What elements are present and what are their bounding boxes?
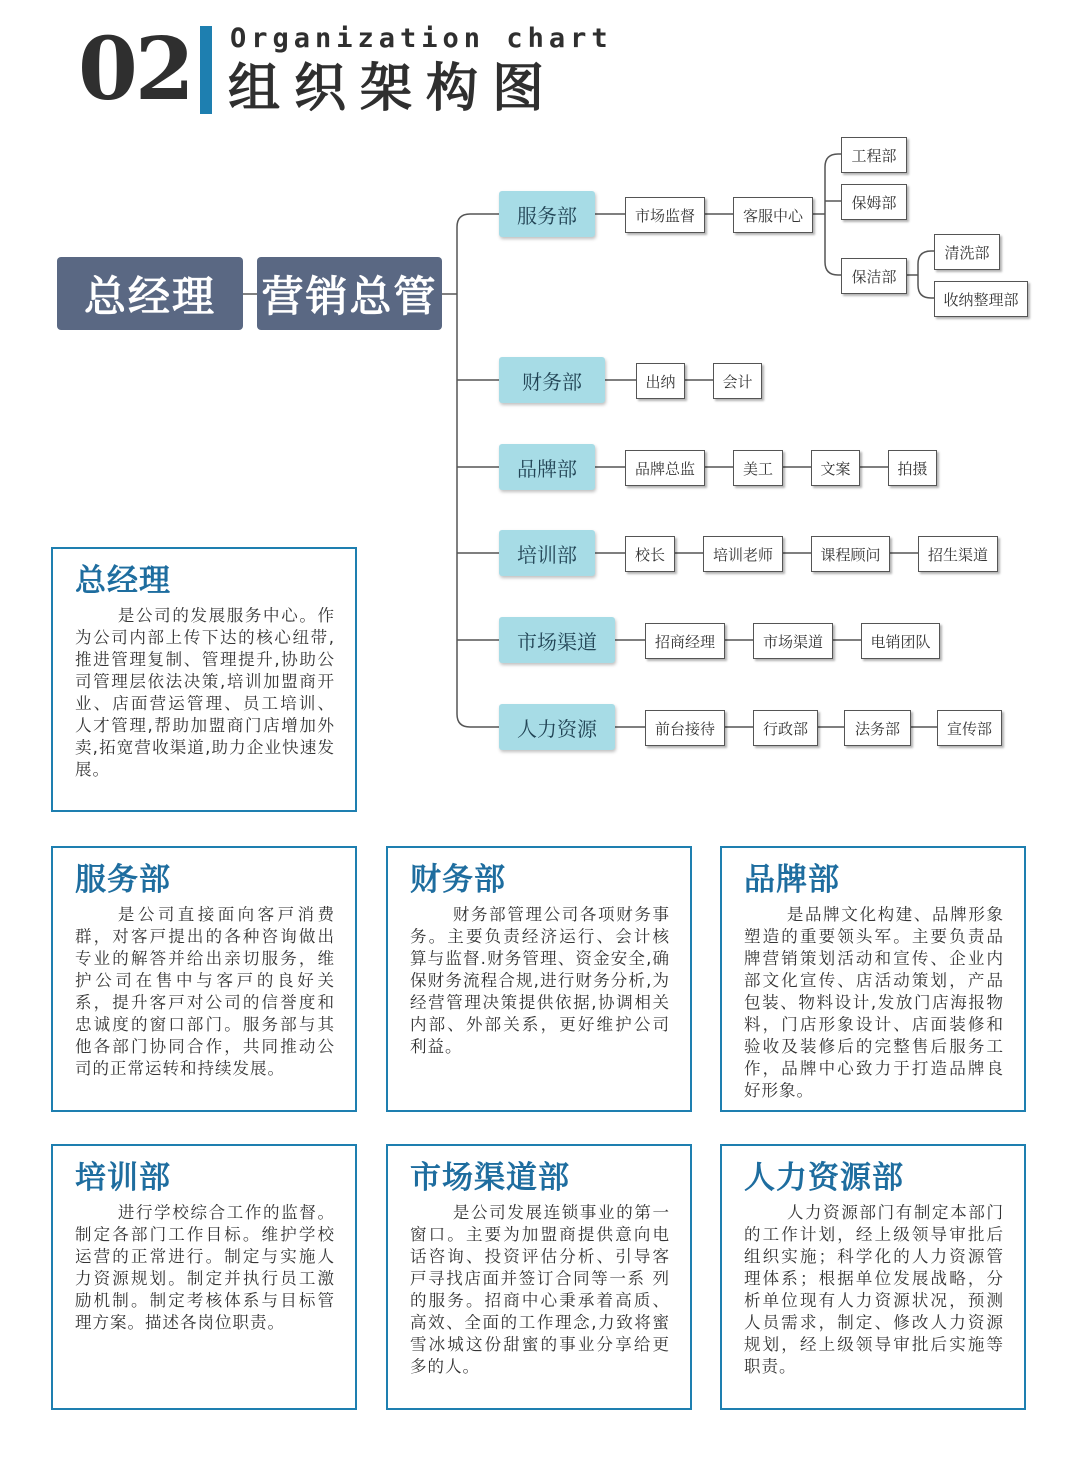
card-text: 是品牌文化构建、品牌形象塑造的重要领头军。主要负责品牌营销策划活动和宣传、企业内部文化宣传、店活动策划，产品包装、物料设计,发放门店海报物料，门店形象设计、店面装修和验收及装修后的完整售后服务工作，品牌中心致力于打造品牌良好形象。 (744, 905, 1004, 1100)
card-service (51, 846, 357, 1112)
dept-finance: 财务部 (499, 357, 605, 403)
node-copywriter: 文案 (811, 450, 860, 486)
node-accountant: 会计 (713, 363, 762, 399)
dept-human-resources: 人力资源 (499, 704, 615, 750)
node-administration: 行政部 (753, 710, 818, 746)
card-text: 是公司直接面向客戸消费群，对客戸提出的各种咨询做出专业的解答并给出亲切服务，维护公司在售中与客戸的良好关系，提升客戸对公司的信誉度和忠诚度的窗口部门。服务部与其他各部门协同合作，共同推动公司的正常运转和持续发展。 (75, 905, 335, 1078)
node-customer-service-center: 客服中心 (733, 197, 813, 233)
card-title: 培训部 (75, 1160, 171, 1196)
card-title: 服务部 (75, 862, 171, 898)
title-english: Organization chart (230, 23, 613, 54)
card-training (51, 1144, 357, 1410)
card-title: 总经理 (75, 563, 171, 599)
node-investment-manager: 招商经理 (645, 623, 725, 659)
node-artist: 美工 (733, 450, 783, 486)
card-text: 财务部管理公司各项财务事务。主要负责经济运行、会计核算与监督.财务管理、资金安全,确保财务流程合规,进行财务分析,为经营管理决策提供依据,协调相关内部、外部关系，更好维护公司利益。 (410, 905, 670, 1056)
node-telesales-team: 电销团队 (861, 623, 940, 659)
node-photography: 拍摄 (888, 450, 937, 486)
title-chinese: 组织架构图 (228, 59, 559, 119)
card-general-manager (51, 547, 357, 812)
node-cashier: 出纳 (636, 363, 685, 399)
card-title: 财务部 (410, 862, 506, 898)
node-principal: 校长 (625, 536, 675, 572)
card-text: 人力资源部门有制定本部门的工作计划，经上级领导审批后组织实施；科学化的人力资源管理体系；根据单位发展战略，分析单位现有人力资源状况，预测人员需求，制定、修改人力资源规划，经上级领导审批后实施等职责。 (744, 1203, 1004, 1376)
node-course-advisor: 课程顾问 (811, 536, 890, 572)
card-human-resources (720, 1144, 1026, 1410)
node-publicity: 宣传部 (937, 710, 1002, 746)
dept-brand: 品牌部 (499, 444, 595, 490)
dept-service: 服务部 (499, 191, 595, 237)
section-number: 02 (78, 19, 192, 120)
card-finance (386, 846, 692, 1112)
node-trainer: 培训老师 (703, 536, 783, 572)
node-market-channel: 市场渠道 (753, 623, 833, 659)
node-enrollment-channel: 招生渠道 (918, 536, 998, 572)
node-market-supervision: 市场监督 (625, 197, 705, 233)
dept-market-channel: 市场渠道 (499, 617, 615, 663)
card-title: 品牌部 (744, 862, 840, 898)
node-nanny: 保姆部 (841, 184, 907, 220)
node-engineering: 工程部 (841, 137, 907, 173)
card-title: 人力资源部 (744, 1160, 904, 1196)
card-brand (720, 846, 1026, 1112)
node-legal: 法务部 (844, 710, 911, 746)
node-reception: 前台接待 (645, 710, 725, 746)
card-text: 是公司发展连锁事业的第一窗口。主要为加盟商提供意向电话咨询、投资评估分析、引导客戸寻找店面并签订合同等一系 列的服务。招商中心秉承着高质、高效、全面的工作理念,力致将蜜雪冰城这份甜蜜的事业分享给更多的人。 (410, 1203, 670, 1376)
node-brand-director: 品牌总监 (625, 450, 705, 486)
card-title: 市场渠道部 (410, 1160, 570, 1196)
node-washing: 清洗部 (934, 234, 1000, 270)
card-text: 进行学校综合工作的监督。制定各部门工作目标。维护学校运营的正常进行。制定与实施人力资源规划。制定并执行员工激励机制。制定考核体系与目标管理方案。描述各岗位职责。 (75, 1203, 335, 1332)
node-cleaning: 保洁部 (841, 258, 907, 294)
card-text: 是公司的发展服务中心。作为公司内部上传下达的核心纽带,推进管理复制、管理提升,协助公司管理层依法决策,培训加盟商开业、店面营运管理、员工培训、人才管理,帮助加盟商门店增加外卖,拓宽营收渠道,助力企业快速发展。 (75, 606, 335, 779)
node-general-manager: 总经理 (57, 257, 243, 330)
node-organizing: 收纳整理部 (934, 281, 1028, 317)
dept-training: 培训部 (499, 530, 595, 576)
node-marketing-director: 营销总管 (257, 257, 442, 330)
card-market-channel (386, 1144, 692, 1410)
